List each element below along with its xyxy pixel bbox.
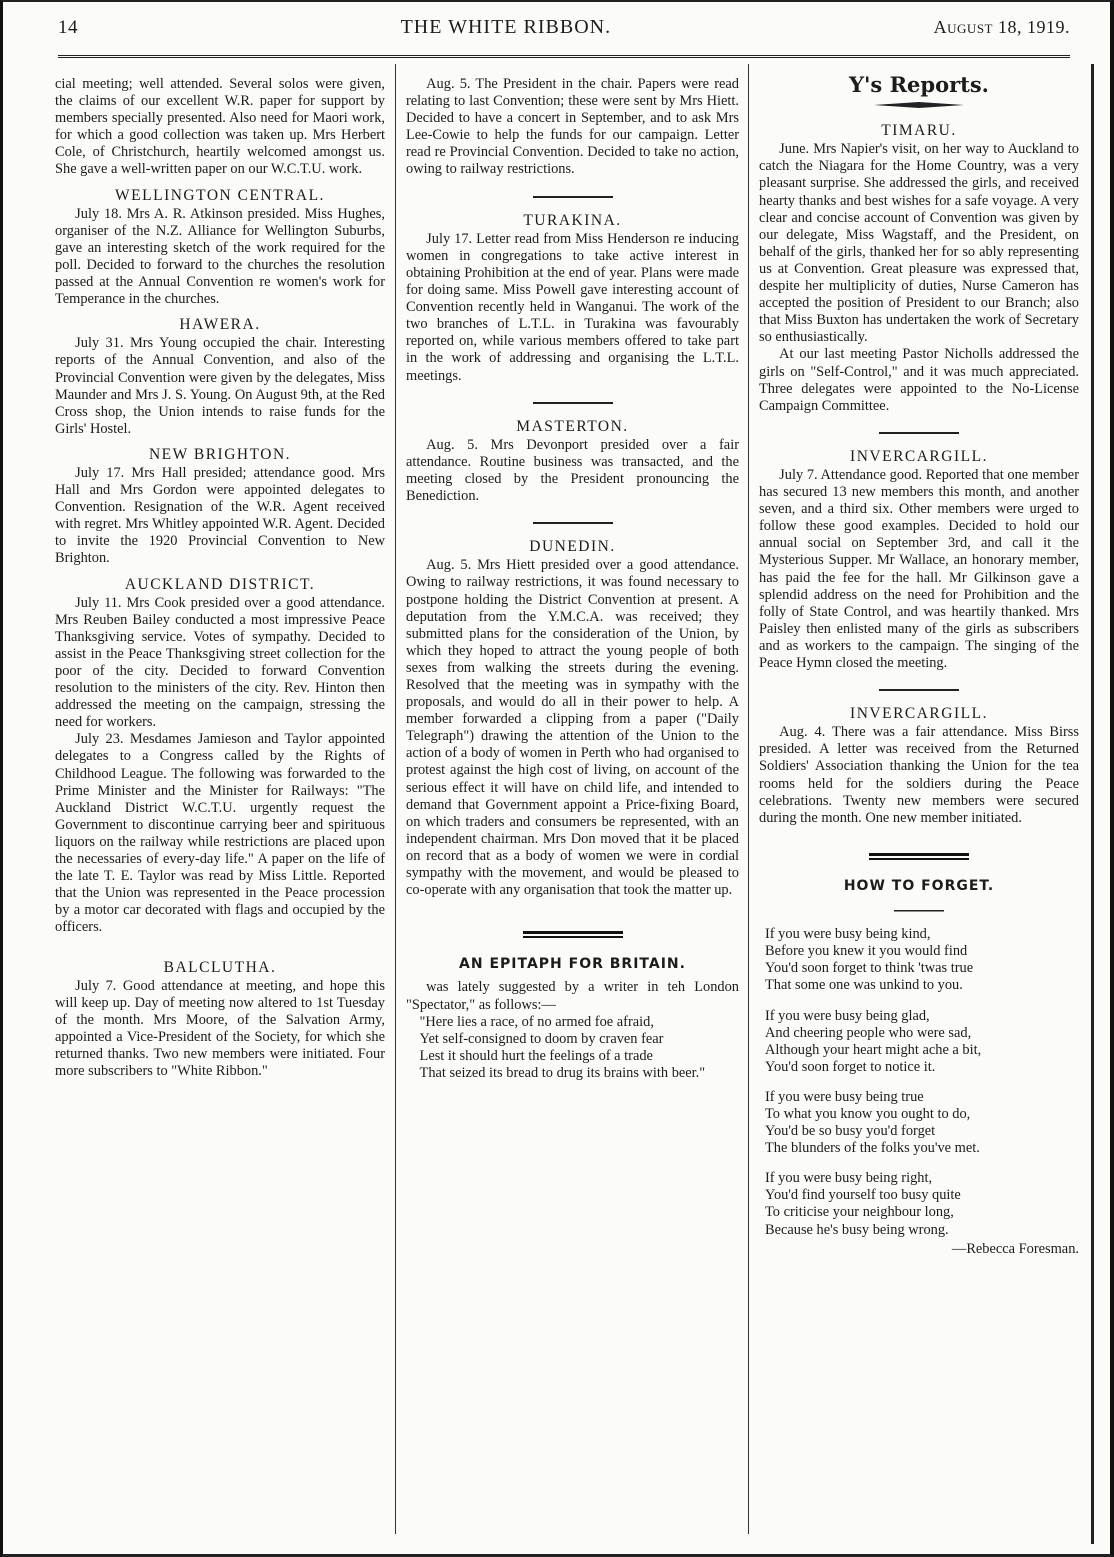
verse-line: Lest it should hurt the feelings of a trade bbox=[419, 1047, 653, 1064]
article-text: July 7. Attendance good. Reported that one member has secured 13 new members this month, and another seven, and a third six. Other members were urged to follow these good examples. Decided to hold our annual social on September 3rd, and call it the Mysterious Supper. Mr Wallace, an honorary member, has paid the fee for the hall. Mr Gilkinson gave a splendid address on the need for Prohibition and the folly of State Control, and was heartily thanked. Mrs Paisley then enlisted many of the girls as subscribers and as workers to the campaign. The singing of the Peace Hymn closed the meeting. bbox=[759, 466, 1079, 671]
verse-line: To what you know you ought to do, bbox=[765, 1105, 971, 1122]
column-three bbox=[759, 76, 1079, 1534]
verse-line: And cheering people who were sad, bbox=[765, 1024, 972, 1041]
verse-line: That some one was unkind to you. bbox=[765, 977, 963, 994]
verse-line: You'd find yourself too busy quite bbox=[765, 1187, 961, 1204]
verse-line: You'd be so busy you'd forget bbox=[765, 1123, 936, 1140]
column-one bbox=[55, 76, 385, 1534]
article-text: July 11. Mrs Cook presided over a good attendance. Mrs Reuben Bailey conducted a most impressive Peace Thanksgiving service. Votes of sympathy. Decided to assist in the Peace Thanksgiving street collection for the poor of the city. Decided to forward Convention resolution to the ministers of the city. Rev. Hinton then addressed the meeting on the campaign, stressing the need for workers. bbox=[55, 594, 385, 731]
section-title: Y's Reports. bbox=[849, 76, 989, 97]
section-separator bbox=[406, 513, 739, 530]
publication-title: THE WHITE RIBBON. bbox=[400, 16, 612, 38]
verse-line: Yet self-consigned to doom by craven fear bbox=[419, 1030, 664, 1047]
ornament-rule bbox=[759, 901, 1079, 918]
article-text: was lately suggested by a writer in teh London "Spectator," as follows:— bbox=[406, 979, 739, 1013]
verse-line: "Here lies a race, of no armed foe afraid, bbox=[419, 1013, 654, 1030]
section-separator bbox=[759, 680, 1079, 697]
article-text: July 18. Mrs A. R. Atkinson presided. Miss Hughes, organiser of the N.Z. Alliance for Wellington Suburbs, gave an interesting sketch of the work required for the poll. Decided to forward to the churches the resolution passed at the Annual Convention re women's work for Temperance in the churches. bbox=[55, 205, 385, 308]
verse-line: That seized its bread to drug its brains with beer." bbox=[419, 1064, 706, 1081]
article-text: Aug. 5. Mrs Hiett presided over a good attendance. Owing to railway restrictions, it was found necessary to postpone holding the District Convention at present. A deputation from the Y.M.C.A. was received; they submitted plans for the consideration of the Union, by which they hoped to attract the young people of both sexes from walking the streets during the evening. Resolved that the meeting was in sympathy with the proposals, and would do all in their power to help. A member forwarded a clipping from a paper ("Daily Telegraph") drawing the attention of the Union to the action of a body of women in Perth who had organised to protest against the high cost of living, on account of the serious effect it will have on child life, and intended to demand that Government appoint a Price-fixing Board, on which traders and consumers be represented, with an independent chairman. Mrs Don moved that it be placed on record that as a body of women we were in cordial sympathy with the movement, and would be pleased to co-operate with any organisation that took the matter up. bbox=[406, 557, 739, 899]
page-number: 14 bbox=[58, 17, 78, 38]
page-header bbox=[58, 16, 1070, 50]
poem-stanza bbox=[765, 1089, 1079, 1157]
section-heading: MASTERTON. bbox=[516, 417, 629, 435]
section-heading: NEW BRIGHTON. bbox=[148, 445, 292, 463]
issue-date: August 18, 1919. bbox=[933, 17, 1070, 37]
article-text: July 23. Mesdames Jamieson and Taylor appointed delegates to a Congress called by the Rights of Childhood League. The following was forwarded to the Prime Minister and the Minister for Railways: "The Auckland District W.C.T.U. urgently request the Government to discontinue carrying beer and spirituous liquors on the railway while restrictions are placed upon the necessaries of every-day life." A paper on the life of the late T. E. Taylor was read by Miss Little. Reported that the Union was represented in the Peace procession by a motor car decorated with flags and occupied by the officers. bbox=[55, 731, 385, 936]
verse-line: You'd soon forget to notice it. bbox=[765, 1058, 936, 1075]
verse-line: If you were busy being true bbox=[765, 1088, 924, 1105]
verse-line: If you were busy being right, bbox=[765, 1170, 933, 1187]
verse-line: You'd soon forget to think 'twas true bbox=[765, 960, 974, 977]
double-rule bbox=[406, 927, 739, 944]
verse-line: Although your heart might ache a bit, bbox=[765, 1041, 982, 1058]
double-rule bbox=[759, 849, 1079, 866]
poem-stanza bbox=[765, 1008, 1079, 1076]
poem-stanza bbox=[765, 926, 1079, 994]
article-text: July 17. Letter read from Miss Henderson re inducing women in congregations to take active interest in obtaining Prohibition at the end of year. Plans were made for doing same. Miss Powell gave interesting account of Convention recently held in Wanganui. The work of the two branches of L.T.L. in Turakina was favourably reported on, while various members offered to take part in the work of addressing and organising the L.T.L. meetings. bbox=[406, 230, 739, 384]
article-text: Aug. 5. Mrs Devonport presided over a fair attendance. Routine business was transacted, and the meeting closed by the President pronouncing the Benediction. bbox=[406, 436, 739, 505]
poem-title: HOW TO FORGET. bbox=[843, 877, 995, 894]
article-text: cial meeting; well attended. Several solos were given, the claims of our excellent W.R. paper for support by members specially presented. Also need for Maori work, for which a good collection was taken up. Mrs Herbert Cole, of Christchurch, heartily welcomed amongst us. She gave a well-written paper on our W.C.T.U. work. bbox=[55, 76, 385, 178]
section-heading: BALCLUTHA. bbox=[163, 958, 277, 976]
section-heading: TIMARU. bbox=[881, 122, 957, 140]
verse-line: Before you knew it you would find bbox=[765, 943, 968, 960]
section-heading: INVERCARGILL. bbox=[850, 447, 988, 465]
article-text: Aug. 4. There was a fair attendance. Miss Birss presided. A letter was received from the Returned Soldiers' Association thanking the Union for the tea rooms held for the soldiers during the Peace celebrations. Twenty new members were secured during the month. One new member initiated. bbox=[759, 724, 1079, 826]
column-divider bbox=[748, 64, 749, 1534]
column-two bbox=[406, 76, 739, 1534]
article-text: At our last meeting Pastor Nicholls addressed the girls on "Self-Control," and it was much appreciated. Three delegates were appointed to the No-License Campaign Committee. bbox=[759, 346, 1079, 414]
page-edge-rule bbox=[1091, 64, 1094, 1544]
article-text: July 17. Mrs Hall presided; attendance good. Mrs Hall and Mrs Gordon were appointed delegates to Convention. Resignation of the W.R. Agent received with regret. Mrs Whitley appointed W.R. Agent. Decided to invite the 1920 Provincial Convention to New Brighton. bbox=[55, 464, 385, 567]
section-separator bbox=[406, 393, 739, 410]
column-divider bbox=[395, 64, 396, 1534]
section-heading: AN EPITAPH FOR BRITAIN. bbox=[459, 956, 686, 973]
verse-line: If you were busy being glad, bbox=[765, 1007, 930, 1024]
section-heading: WELLINGTON CENTRAL. bbox=[115, 186, 325, 204]
verse-line: If you were busy being kind, bbox=[765, 926, 931, 943]
section-separator bbox=[406, 187, 739, 204]
section-heading: INVERCARGILL. bbox=[850, 705, 988, 723]
section-heading: HAWERA. bbox=[179, 316, 261, 334]
article-text: June. Mrs Napier's visit, on her way to Auckland to catch the Niagara for the Home Country, was a very pleasant surprise. She addressed the girls, and received hearty thanks and best wishes for a safe voyage. A very clear and concise account of Convention was given by our delegate, Miss Wagstaff, and the President, on behalf of the girls, thanked her for so ably representing us at Convention. Great pleasure was expressed that, despite her multiplicity of duties, Nurse Cameron has accepted the position of President to our Branch; also that Miss Buxton has undertaken the work of Secretary so enthusiastically. bbox=[759, 141, 1079, 346]
section-separator bbox=[759, 423, 1079, 440]
poem bbox=[759, 926, 1079, 1258]
header-rule bbox=[58, 55, 1070, 58]
epitaph-verse bbox=[406, 1014, 739, 1082]
section-heading: DUNEDIN. bbox=[529, 538, 616, 556]
poem-author: —Rebecca Foresman. bbox=[951, 1240, 1079, 1257]
verse-line: The blunders of the folks you've met. bbox=[765, 1140, 980, 1157]
verse-line: Because he's busy being wrong. bbox=[765, 1221, 949, 1238]
ornament-rule bbox=[759, 97, 1079, 114]
section-heading: TURAKINA. bbox=[523, 211, 622, 229]
verse-line: To criticise your neighbour long, bbox=[765, 1204, 954, 1221]
article-text: July 7. Good attendance at meeting, and hope this will keep up. Day of meeting now altered to 1st Tuesday of the month. Mrs Moore, of the Salvation Army, appointed a Vice-President of the Society, for which she returned thanks. Two new members were initiated. Four more subscribers to "White Ribbon." bbox=[55, 977, 385, 1080]
article-text: Aug. 5. The President in the chair. Papers were read relating to last Convention; these were sent by Mrs Hiett. Decided to have a concert in September, and to ask Mrs Lee-Cowie to help the funds for our campaign. Letter read re Provincial Convention. Decided to take no action, owing to railway restrictions. bbox=[406, 76, 739, 178]
article-text: July 31. Mrs Young occupied the chair. Interesting reports of the Annual Convention, and also of the Provincial Convention were given by the delegates, Miss Maunder and Mrs J. S. Young. On August 9th, at the Red Cross shop, the Union intends to raise funds for the Girls' Hostel. bbox=[55, 335, 385, 437]
poem-stanza bbox=[765, 1170, 1079, 1238]
section-heading: AUCKLAND DISTRICT. bbox=[124, 575, 316, 593]
